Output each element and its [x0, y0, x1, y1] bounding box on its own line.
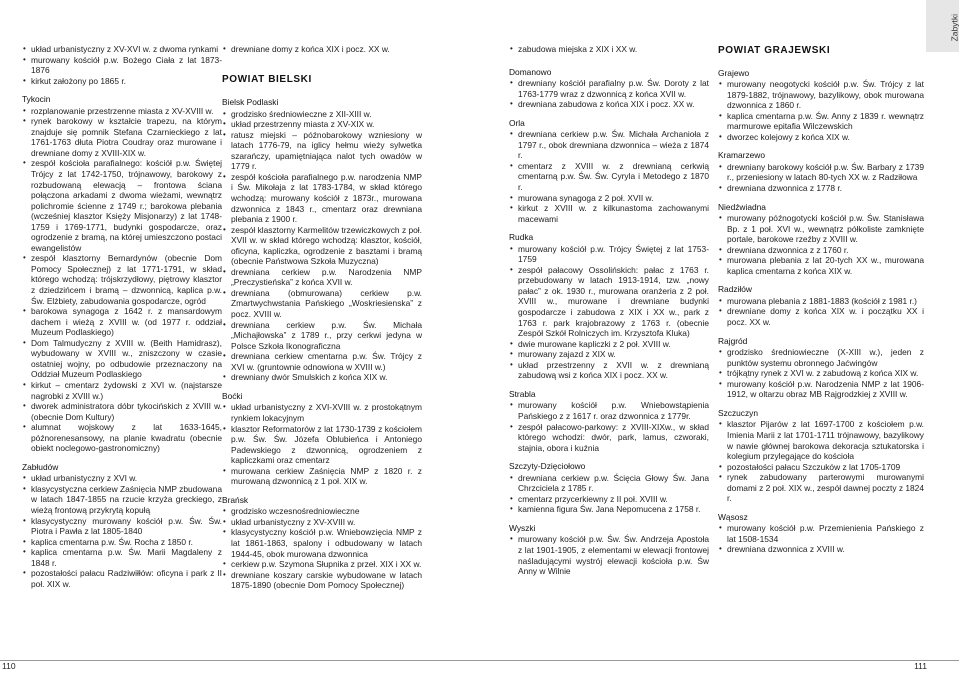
- list-item: • drewniane domy z końca XIX i pocz. XX w.: [222, 44, 422, 55]
- list-item: • grodzisko wczesnośredniowieczne: [222, 506, 422, 517]
- monument-list: [718, 296, 924, 328]
- section-tab-label: Zabytki: [949, 14, 959, 42]
- monument-list: [718, 523, 924, 555]
- list-item: • zespół klasztorny Bernardynów (obecnie Dom Pomocy Społecznej) z lat 1771-1791, w skład którego wchodzą: trójskrzydłowy, piętrowy klasztor z dziedzińcem i bramą – dzwonnicą, kaplica p.w. Św. Elżbiety, zabudowania gospodarcze, ogród: [22, 253, 222, 306]
- list-item: • murowany neogotycki kościół p.w. Św. Trójcy z lat 1879-1882, trójnawowy, bazylikowy, obok murowana dzwonnica z 1860 r.: [718, 79, 924, 111]
- location-heading: Grajewo: [718, 67, 750, 78]
- list-item: • dworek administratora dóbr tykocińskich z XVIII w. (obecnie Dom Kultury): [22, 401, 222, 422]
- list-item: • drewniana cerkiew p.w. Narodzenia NMP „Preczystieńska” z końca XVII w.: [222, 267, 422, 288]
- list-item: • dwie murowane kapliczki z 2 poł. XVIII w.: [509, 339, 709, 350]
- list-item: • drewniana zabudowa z końca XIX i pocz. XX w.: [509, 99, 709, 110]
- location-heading: Zabłudów: [22, 461, 59, 472]
- monument-list: [509, 534, 709, 576]
- monument-list: [22, 473, 222, 589]
- list-item: • drewniana cerkiew p.w. Św. Michała Archanioła z 1797 r., obok drewniana dzwonnica – wieża z 1874 r.: [509, 129, 709, 161]
- location-heading: Strabla: [509, 388, 536, 399]
- location-heading: Brańsk: [222, 494, 249, 505]
- monument-list: [222, 402, 422, 486]
- monument-list: [718, 347, 924, 400]
- list-item: • układ urbanistyczny z XV-XVI w. z dwoma rynkami: [22, 44, 222, 55]
- monument-list: [509, 44, 709, 55]
- list-item: • murowany kościół p.w. Przemienienia Pańskiego z lat 1508-1534: [718, 523, 924, 544]
- location-heading: Niedźwiadna: [718, 201, 766, 212]
- list-item: • drewniana (obmurowana) cerkiew p.w. Zmartwychwstania Pańskiego „Woskriesienska” z pocz. XVIII w.: [222, 288, 422, 320]
- monument-list: [509, 473, 709, 515]
- list-item: • układ przestrzenny z XVII w. z drewnianą zabudową wsi z końca XIX i pocz. XX w.: [509, 360, 709, 381]
- list-item: • murowany kościół p.w. Bożego Ciała z lat 1873-1876: [22, 55, 222, 76]
- list-item: • grodzisko średniowieczne z XII-XIII w.: [222, 109, 422, 120]
- list-item: • drewniany dwór Smulskich z końca XIX w.: [222, 372, 422, 383]
- list-item: • murowana plebania z 1881-1883 (kościół z 1981 r.): [718, 296, 924, 307]
- monument-list: [509, 244, 709, 381]
- county-heading: POWIAT BIELSKI: [222, 73, 312, 85]
- list-item: • drewniana dzwonnica z 1778 r.: [718, 183, 924, 194]
- list-item: • murowany kościół p.w. Narodzenia NMP z lat 1906-1912, w oltarzu obraz MB Rajgrodzkiej z XVIII w.: [718, 379, 924, 400]
- monument-list: [718, 162, 924, 194]
- list-item: • rynek zabudowany parterowymi murowanymi domami z 2 poł. XIX w., zespół dawnej poczty z 1824 r.: [718, 472, 924, 504]
- list-item: • układ przestrzenny miasta z XV-XIX w.: [222, 119, 422, 130]
- list-item: • klasycystyczny murowany kościół p.w. Św. Św. Piotra i Pawła z lat 1805-1840: [22, 516, 222, 537]
- list-item: • murowany kościół p.w. Św. Św. Andrzeja Apostoła z lat 1901-1905, z elementami w elewacji frontowej naśladującymi wystrój elewacji kościoła p.w. Św Anny w Wilnie: [509, 534, 709, 576]
- monument-list: [22, 44, 222, 86]
- location-heading: Szczuczyn: [718, 407, 759, 418]
- list-item: • murowany kościół p.w. Trójcy Świętej z lat 1753-1759: [509, 244, 709, 265]
- list-item: • murowany późnogotycki kościół p.w. Św. Stanisława Bp. z 1 poł. XVI w., wewnątrz półkoliste zamknięte portale, barokowe rzeźby z XVIII w.: [718, 213, 924, 245]
- list-item: • murowana cerkiew Zaśnięcia NMP z 1820 r. z murowaną dzwonnicą z 1 poł. XIX w.: [222, 466, 422, 487]
- list-item: • Dom Talmudyczny z XVIII w. (Beith Hamidrasz), wybudowany w XVIII w., zniszczony w czasie ostatniej wojny, po odbudowie przeznaczony na Oddział Muzeum Podlaskiego: [22, 338, 222, 380]
- list-item: • ratusz miejski – późnobarokowy wzniesiony w latach 1776-79, na iglicy hełmu wieży sylwetka szarańczy, upamiętniająca nalot tych owadów w 1779 r.: [222, 130, 422, 172]
- monument-list: [222, 506, 422, 590]
- location-heading: Orla: [509, 117, 525, 128]
- monument-list: [509, 400, 709, 453]
- location-heading: Domanowo: [509, 66, 552, 77]
- list-item: • klasycystyczny kościół p.w. Wniebowzięcia NMP z lat 1861-1863, spalony i odbudowany w latach 1944-45, obok murowana dzwonnica: [222, 527, 422, 559]
- location-heading: Szczyty-Dzięciołowo: [509, 461, 586, 472]
- location-heading: Rajgród: [718, 335, 748, 346]
- location-heading: Bielsk Podlaski: [222, 97, 279, 108]
- list-item: • drewniane koszary carskie wybudowane w latach 1875-1890 (obecnie Dom Pomocy Społecznej): [222, 570, 422, 591]
- list-item: • zespół pałacowo-parkowy: z XVIII-XIXw., w skład którego wchodzi: dwór, park, lamus, czworaki, stajnia, obora i kuźnia: [509, 422, 709, 454]
- list-item: • kirkut założony po 1865 r.: [22, 76, 222, 87]
- list-item: • cmentarz przycerkiewny z II poł. XVIII w.: [509, 494, 709, 505]
- list-item: • trójkątny rynek z XVI w. z zabudową z końca XIX w.: [718, 368, 924, 379]
- list-item: • zespół kościoła parafialnego p.w. narodzenia NMP i Św. Mikołaja z lat 1783-1784, w skład którego wchodzą: murowany kościół z 1873r., murowana dzwonnica z 1843 r., cmentarz oraz drewniana plebania z 1900 r.: [222, 172, 422, 225]
- list-item: • drewniana cerkiew p.w. Ścięcia Głowy Św. Jana Chrzciciela z 1785 r.: [509, 473, 709, 494]
- list-item: • układ urbanistyczny z XVI w.: [22, 473, 222, 484]
- list-item: • grodzisko średniowieczne (X-XIII w.), jeden z punktów systemu obronnego Jaćwingów: [718, 347, 924, 368]
- list-item: • zabudowa miejska z XIX i XX w.: [509, 44, 709, 55]
- list-item: • dworzec kolejowy z końca XIX w.: [718, 132, 924, 143]
- list-item: • kirkut – cmentarz żydowski z XVI w. (najstarsze nagrobki z XVIII w.): [22, 380, 222, 401]
- list-item: • kirkut z XVIII w. z kilkunastoma zachowanymi macewami: [509, 203, 709, 224]
- column-1: [22, 44, 222, 589]
- list-item: • układ urbanistyczny z XVI-XVIII w. z prostokątnym rynkiem lokacyjnym: [222, 402, 422, 423]
- section-tab: [926, 0, 959, 52]
- monument-list: [718, 419, 924, 503]
- monument-list: [509, 78, 709, 110]
- list-item: • rozplanowanie przestrzenne miasta z XV-XVIII w.: [22, 106, 222, 117]
- county-heading: POWIAT GRAJEWSKI: [718, 45, 831, 56]
- column-3: [509, 44, 709, 577]
- location-heading: Wąsosz: [718, 511, 748, 522]
- monument-list: [222, 44, 422, 55]
- list-item: • drewniana dzwonnica z z 1760 r.: [718, 245, 924, 256]
- list-item: • kaplica cmentarna p.w. Św. Anny z 1839 r. wewnątrz marmurowe epitafia Wilczewskich: [718, 111, 924, 132]
- page-number-left: 110: [2, 661, 16, 672]
- list-item: • zespół klasztorny Karmelitów trzewiczkowych z poł. XVII w. w skład którego wchodzą: klasztor, kościół, oficyna, kapliczka, ogrodzenie z basztami i bramą (obecnie Państwowa Szkoła Muzyczna): [222, 225, 422, 267]
- column-4: [718, 44, 924, 555]
- list-item: • zespół kościoła parafialnego: kościół p.w. Świętej Trójcy z lat 1742-1750, trójnawowy, barokowy z rozbudowaną elewacją – frontowa ściana połączona arkadami z dwoma wieżami, wewnątrz polichromie ścienne z 1749 r.; barokowa plebania (wcześniej klasztor Księży Misjonarzy) z lat 1748-1759 i 1769-1771, budynki gospodarcze, oraz ogrodzenie z bramą, na której umieszczono postaci ewangelistów: [22, 158, 222, 253]
- column-2: [222, 44, 422, 591]
- list-item: • drewniana dzwonnica z XVIII w.: [718, 544, 924, 555]
- location-heading: Wyszki: [509, 522, 536, 533]
- location-heading: Boćki: [222, 390, 243, 401]
- location-heading: Rudka: [509, 232, 534, 243]
- monument-list: [718, 79, 924, 142]
- list-item: • drewniana cerkiew p.w. Św. Michała „Michajłowska” z 1789 r., przy cerkwi jedyna w Polsce Szkoła Ikonograficzna: [222, 320, 422, 352]
- location-heading: Radziłów: [718, 284, 752, 295]
- list-item: • cmentarz z XVIII w. z drewnianą cerkwią cmentarną p.w. Św. Św. Cyryla i Metodego z 1870 r.: [509, 161, 709, 193]
- location-heading: Kramarzewo: [718, 150, 766, 161]
- list-item: • kamienna figura Św. Jana Nepomucena z 1758 r.: [509, 504, 709, 515]
- list-item: • zespół pałacowy Ossolińskich: pałac z 1763 r. przebudowany w latach 1913-1914, tzw. „nowy pałac” z ok. 1930 r., murowana oranżeria z 2 poł. XVIII w., murowane i drewniane budynki gospodarcze i zabudowa z XIX i XX w., park z 1763 r. park krajobrazowy z 1763 r. (obecnie Zespół Szkół Rolniczych im. Krzysztofa Kluka): [509, 265, 709, 339]
- list-item: • rynek barokowy w kształcie trapezu, na którym znajduje się pomnik Stefana Czarnieckiego z lat 1761-1763 dłuta Piotra Coudray oraz murowane i drewniane domy z XVIII-XIX w.: [22, 116, 222, 158]
- monument-list: [509, 129, 709, 224]
- list-item: • klasztor Pijarów z lat 1697-1700 z kościołem p.w. Imienia Marii z lat 1701-1711 trójnawowy, bazylikowy w nawie głównej barokowa dekoracja sztukatorska i kolegium przylegające do kościoła: [718, 419, 924, 461]
- list-item: • drewniany barokowy kościół p.w. Św. Barbary z 1739 r., przeniesiony w latach 80-tych XX w. z Radziłowa: [718, 162, 924, 183]
- monument-list: [222, 109, 422, 383]
- list-item: • murowana plebania z lat 20-tych XX w., murowana kaplica cmentarna z końca XIX w.: [718, 255, 924, 276]
- list-item: • kaplica cmentarna p.w. Św. Rocha z 1850 r.: [22, 537, 222, 548]
- list-item: • drewniany kościół parafialny p.w. Św. Doroty z lat 1763-1779 wraz z dzwonnicą z końca XVII w.: [509, 78, 709, 99]
- list-item: • układ urbanistyczny z XV-XVIII w.: [222, 517, 422, 528]
- list-item: • drewniane domy z końca XIX w. i początku XX i pocz. XX w.: [718, 306, 924, 327]
- monument-list: [718, 213, 924, 276]
- list-item: • klasztor Reformatorów z lat 1730-1739 z kościołem p.w. Św. Św. Józefa Oblubieńca i Antoniego Padewskiego z dzwonnicą, ogrodzeniem z kapliczkami oraz cmentarz: [222, 424, 422, 466]
- list-item: • cerkiew p.w. Szymona Słupnika z przeł. XIX i XX w.: [222, 559, 422, 570]
- list-item: • murowany zajazd z XIX w.: [509, 349, 709, 360]
- list-item: • barokowa synagoga z 1642 r. z mansardowym dachem i wieżą z XVIII w. (od 1977 r. oddział Muzeum Podlaskiego): [22, 306, 222, 338]
- list-item: • drewniana cerkiew cmentarna p.w. Św. Trójcy z XVI w. (gruntownie odnowiona w XVIII w.): [222, 351, 422, 372]
- list-item: • klasycystyczna cerkiew Zaśnięcia NMP zbudowana w latach 1847-1855 na rzucie krzyża greckiego, z wieżą frontową przykrytą kopułą: [22, 484, 222, 516]
- list-item: • alumnat wojskowy z lat 1633-1645, późnorenesansowy, na planie kwadratu (obecnie obiekt noclegowo-gastronomiczny): [22, 422, 222, 454]
- location-heading: Tykocin: [22, 94, 51, 105]
- list-item: • kaplica cmentarna p.w. Św. Marii Magdaleny z 1848 r.: [22, 547, 222, 568]
- monument-list: [22, 106, 222, 454]
- page-number-right: 111: [914, 661, 927, 672]
- list-item: • murowana synagoga z 2 poł. XVII w.: [509, 193, 709, 204]
- list-item: • pozostałości pałacu Szczuków z lat 1705-1709: [718, 462, 924, 473]
- footer-divider: [0, 660, 959, 661]
- list-item: • murowany kościół p.w. Wniebowstąpienia Pańskiego z z 1617 r. oraz dzwonnica z 1779r.: [509, 400, 709, 421]
- list-item: • pozostałości pałacu Radziwiłłów: oficyna i park z II poł. XIX w.: [22, 568, 222, 589]
